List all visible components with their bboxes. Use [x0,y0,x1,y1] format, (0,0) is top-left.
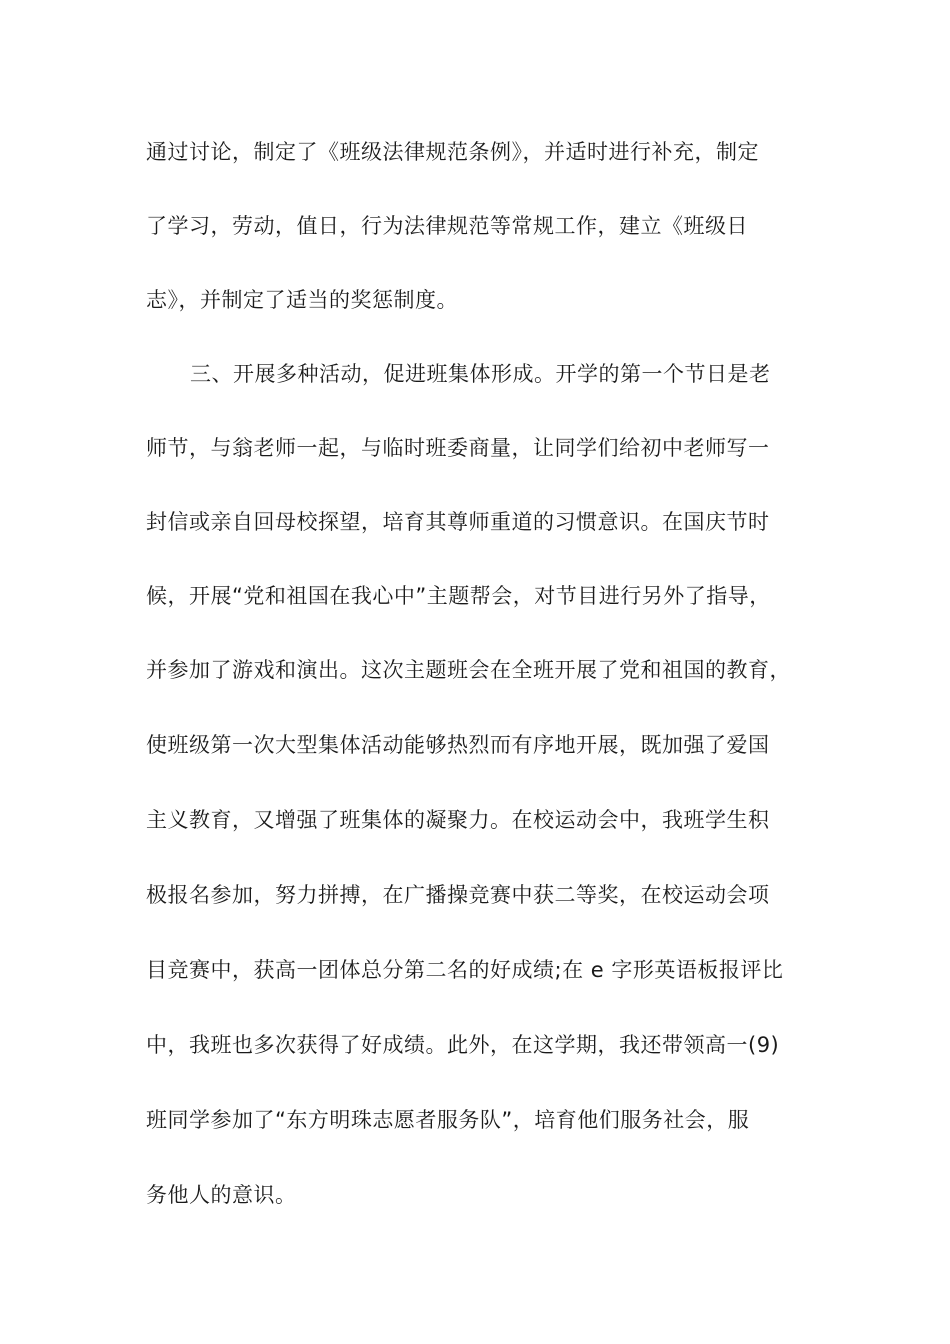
paragraph-2-line-12: 务他人的意识。 [146,1183,297,1207]
paragraph-1-line-1: 通过讨论，制定了《班级法律规范条例》，并适时进行补充，制定 [146,140,759,164]
paragraph-2-line-4: 候，开展“党和祖国在我心中”主题帮会，对节目进行另外了指导， [146,584,771,608]
paragraph-2-line-2: 师节，与翁老师一起，与临时班委商量，让同学们给初中老师写一 [146,436,770,460]
paragraph-2-line-6: 使班级第一次大型集体活动能够热烈而有序地开展，既加强了爱国 [146,733,770,757]
paragraph-1-line-2: 了学习，劳动，值日，行为法律规范等常规工作，建立《班级日 [146,214,748,238]
paragraph-2-line-3: 封信或亲自回母校探望，培育其尊师重道的习惯意识。在国庆节时 [146,510,770,534]
paragraph-2-line-7: 主义教育，又增强了班集体的凝聚力。在校运动会中，我班学生积 [146,808,770,832]
paragraph-2-line-8: 极报名参加，努力拼搏，在广播操竞赛中获二等奖，在校运动会项 [146,883,770,907]
paragraph-2-line-11: 班同学参加了“东方明珠志愿者服务队”，培育他们服务社会，服 [146,1108,750,1132]
paragraph-1-line-3: 志》，并制定了适当的奖惩制度。 [146,288,458,312]
paragraph-2-line-9: 目竞赛中，获高一团体总分第二名的好成绩;在 e 字形英语板报评比 [146,958,784,982]
paragraph-2-line-10: 中，我班也多次获得了好成绩。此外，在这学期，我还带领高一(9) [146,1033,780,1057]
paragraph-2-line-1: 三、开展多种活动，促进班集体形成。开学的第一个节日是老 [190,362,771,386]
paragraph-2-line-5: 并参加了游戏和演出。这次主题班会在全班开展了党和祖国的教育， [146,658,791,682]
